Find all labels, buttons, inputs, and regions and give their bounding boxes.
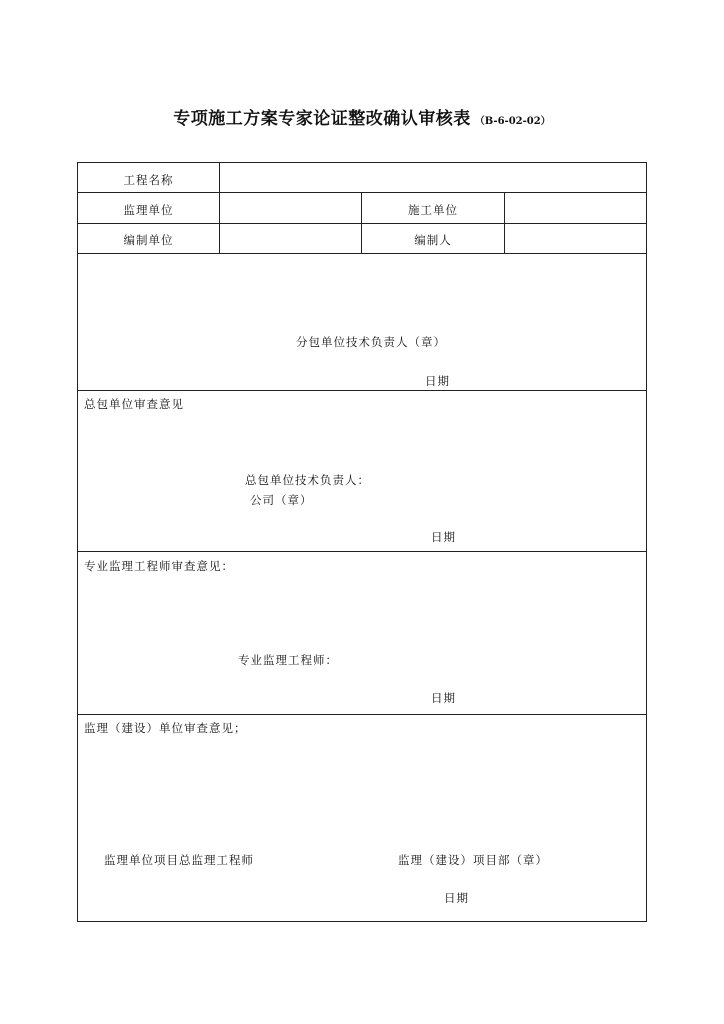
preparer-label: 编制人 bbox=[414, 233, 452, 247]
row-divider bbox=[78, 390, 646, 391]
supervision-unit-field[interactable] bbox=[220, 193, 361, 223]
row-divider bbox=[78, 714, 646, 715]
general-contractor-date-label: 日期 bbox=[431, 530, 456, 544]
prepared-unit-label: 编制单位 bbox=[123, 233, 174, 247]
general-contractor-company-label: 公司（章） bbox=[250, 493, 313, 507]
specialist-supervisor-heading: 专业监理工程师审查意见： bbox=[84, 559, 234, 573]
general-contractor-signer-label: 总包单位技术负责人： bbox=[245, 473, 370, 487]
form-title-text: 专项施工方案专家论证整改确认审核表 bbox=[173, 109, 471, 129]
specialist-supervisor-date-label: 日期 bbox=[431, 691, 456, 705]
subcontractor-date-label: 日期 bbox=[425, 374, 450, 388]
supervision-dept-label: 监理（建设）项目部（章） bbox=[398, 853, 548, 867]
supervision-unit-label: 监理单位 bbox=[123, 203, 174, 217]
supervision-heading: 监理（建设）单位审查意见； bbox=[84, 721, 247, 735]
subcontractor-signer-label: 分包单位技术负责人（章） bbox=[296, 335, 446, 349]
construction-unit-field[interactable] bbox=[505, 193, 646, 223]
row-divider bbox=[78, 551, 646, 552]
supervision-date-label: 日期 bbox=[444, 891, 469, 905]
general-contractor-heading: 总包单位审查意见 bbox=[84, 397, 184, 411]
preparer-field[interactable] bbox=[505, 224, 646, 253]
specialist-supervisor-signer-label: 专业监理工程师： bbox=[238, 653, 338, 667]
project-name-field[interactable] bbox=[220, 163, 646, 192]
construction-unit-label: 施工单位 bbox=[408, 203, 458, 217]
review-form bbox=[77, 162, 647, 922]
form-code: （B-6-02-02） bbox=[474, 116, 551, 127]
prepared-unit-field[interactable] bbox=[220, 224, 361, 253]
project-name-label: 工程名称 bbox=[123, 173, 174, 187]
chief-supervisor-label: 监理单位项目总监理工程师 bbox=[104, 853, 254, 867]
row-divider bbox=[78, 253, 646, 254]
form-title bbox=[0, 104, 724, 129]
